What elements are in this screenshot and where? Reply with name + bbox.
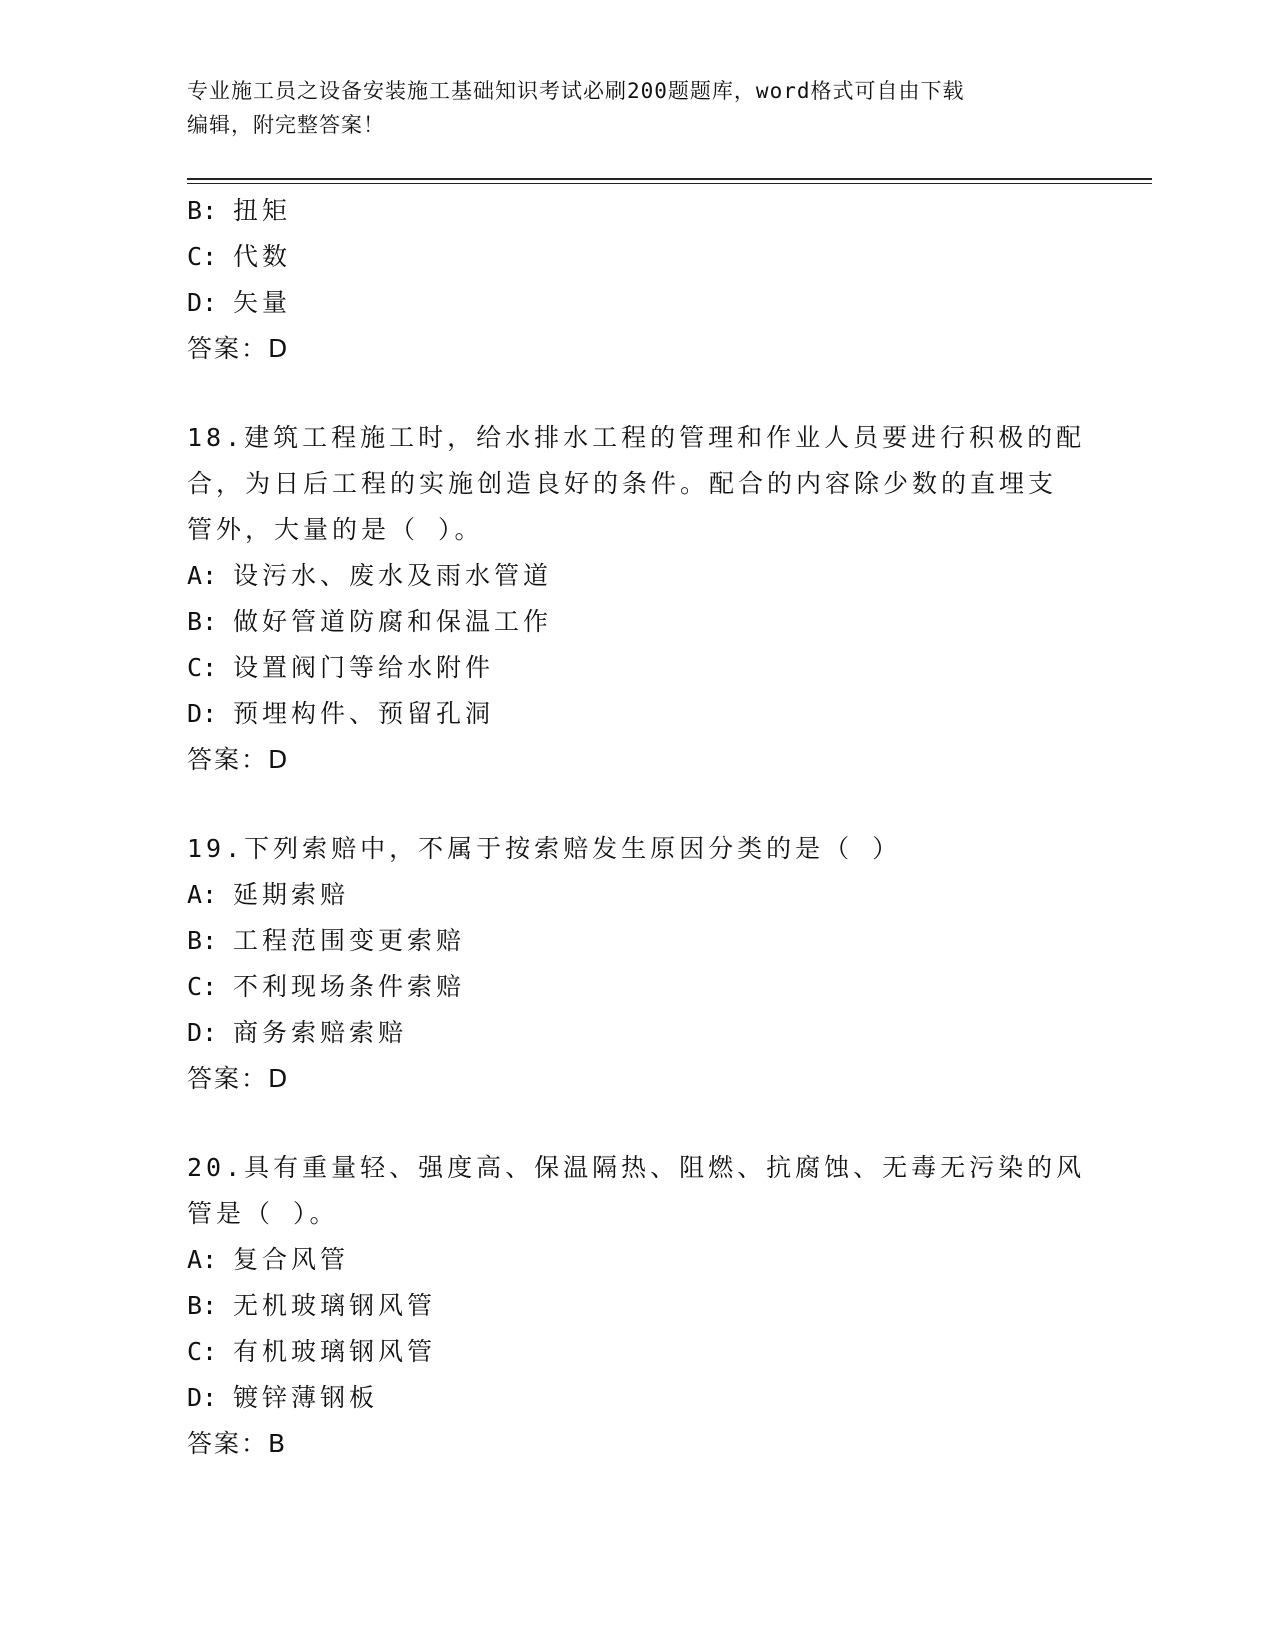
option-text: 预埋构件、预留孔洞 [233, 699, 495, 728]
option-letter: A: [187, 561, 218, 590]
previous-question-tail [187, 188, 1087, 372]
option-d [187, 1375, 1087, 1421]
spacer [187, 372, 1087, 415]
option-letter: C: [187, 653, 218, 682]
option-b [187, 599, 1087, 645]
option-text: 设污水、废水及雨水管道 [233, 561, 553, 590]
option-text: 有机玻璃钢风管 [233, 1337, 437, 1366]
answer-line: 答案：D [187, 1064, 290, 1093]
option-text: 代数 [233, 242, 292, 271]
header-line-2: 编辑，附完整答案！ [187, 113, 385, 137]
option-letter: A: [187, 1245, 218, 1274]
page-header [187, 74, 1087, 142]
header-line-1: 专业施工员之设备安装施工基础知识考试必刷200题题库，word格式可自由下载 [187, 79, 965, 103]
option-letter: C: [187, 1337, 218, 1366]
option-c [187, 964, 1087, 1010]
question-stem-line: 18.建筑工程施工时，给水排水工程的管理和作业人员要进行积极的配 [187, 423, 1086, 452]
option-letter: D: [187, 1383, 218, 1412]
option-a [187, 553, 1087, 599]
option-text: 矢量 [233, 288, 292, 317]
spacer [187, 1102, 1087, 1145]
option-text: 无机玻璃钢风管 [233, 1291, 437, 1320]
question-20 [187, 1145, 1087, 1467]
option-c [187, 645, 1087, 691]
option-text: 设置阀门等给水附件 [233, 653, 495, 682]
question-stem-line: 管外，大量的是（ ）。 [187, 515, 484, 544]
option-text: 镀锌薄钢板 [233, 1383, 379, 1412]
option-text: 做好管道防腐和保温工作 [233, 607, 553, 636]
question-content [187, 188, 1087, 1467]
option-d [187, 1010, 1087, 1056]
option-letter: D: [187, 288, 218, 317]
question-19 [187, 826, 1087, 1102]
answer-line: 答案：D [187, 745, 290, 774]
question-18 [187, 415, 1087, 783]
option-b [187, 918, 1087, 964]
option-a [187, 1237, 1087, 1283]
option-text: 不利现场条件索赔 [233, 972, 466, 1001]
option-text: 扭矩 [233, 196, 292, 225]
header-divider-thin [187, 183, 1152, 184]
option-b [187, 188, 1087, 234]
option-letter: C: [187, 972, 218, 1001]
option-text: 延期索赔 [233, 880, 350, 909]
question-stem-line: 20.具有重量轻、强度高、保温隔热、阻燃、抗腐蚀、无毒无污染的风 [187, 1153, 1086, 1182]
option-letter: B: [187, 196, 218, 225]
option-letter: B: [187, 926, 218, 955]
answer-line: 答案：D [187, 334, 290, 363]
option-d [187, 280, 1087, 326]
option-text: 复合风管 [233, 1245, 350, 1274]
option-c [187, 1329, 1087, 1375]
option-letter: D: [187, 699, 218, 728]
option-d [187, 691, 1087, 737]
question-stem-line: 合，为日后工程的实施创造良好的条件。配合的内容除少数的直埋支 [187, 469, 1058, 498]
question-stem-line: 19.下列索赔中，不属于按索赔发生原因分类的是（ ） [187, 834, 902, 863]
option-c [187, 234, 1087, 280]
question-stem-line: 管是（ ）。 [187, 1199, 339, 1228]
option-letter: A: [187, 880, 218, 909]
option-letter: B: [187, 607, 218, 636]
option-a [187, 872, 1087, 918]
answer-line: 答案：B [187, 1429, 288, 1458]
option-letter: B: [187, 1291, 218, 1320]
option-text: 商务索赔索赔 [233, 1018, 408, 1047]
option-text: 工程范围变更索赔 [233, 926, 466, 955]
option-b [187, 1283, 1087, 1329]
spacer [187, 783, 1087, 826]
option-letter: C: [187, 242, 218, 271]
header-divider-thick [187, 178, 1152, 180]
option-letter: D: [187, 1018, 218, 1047]
